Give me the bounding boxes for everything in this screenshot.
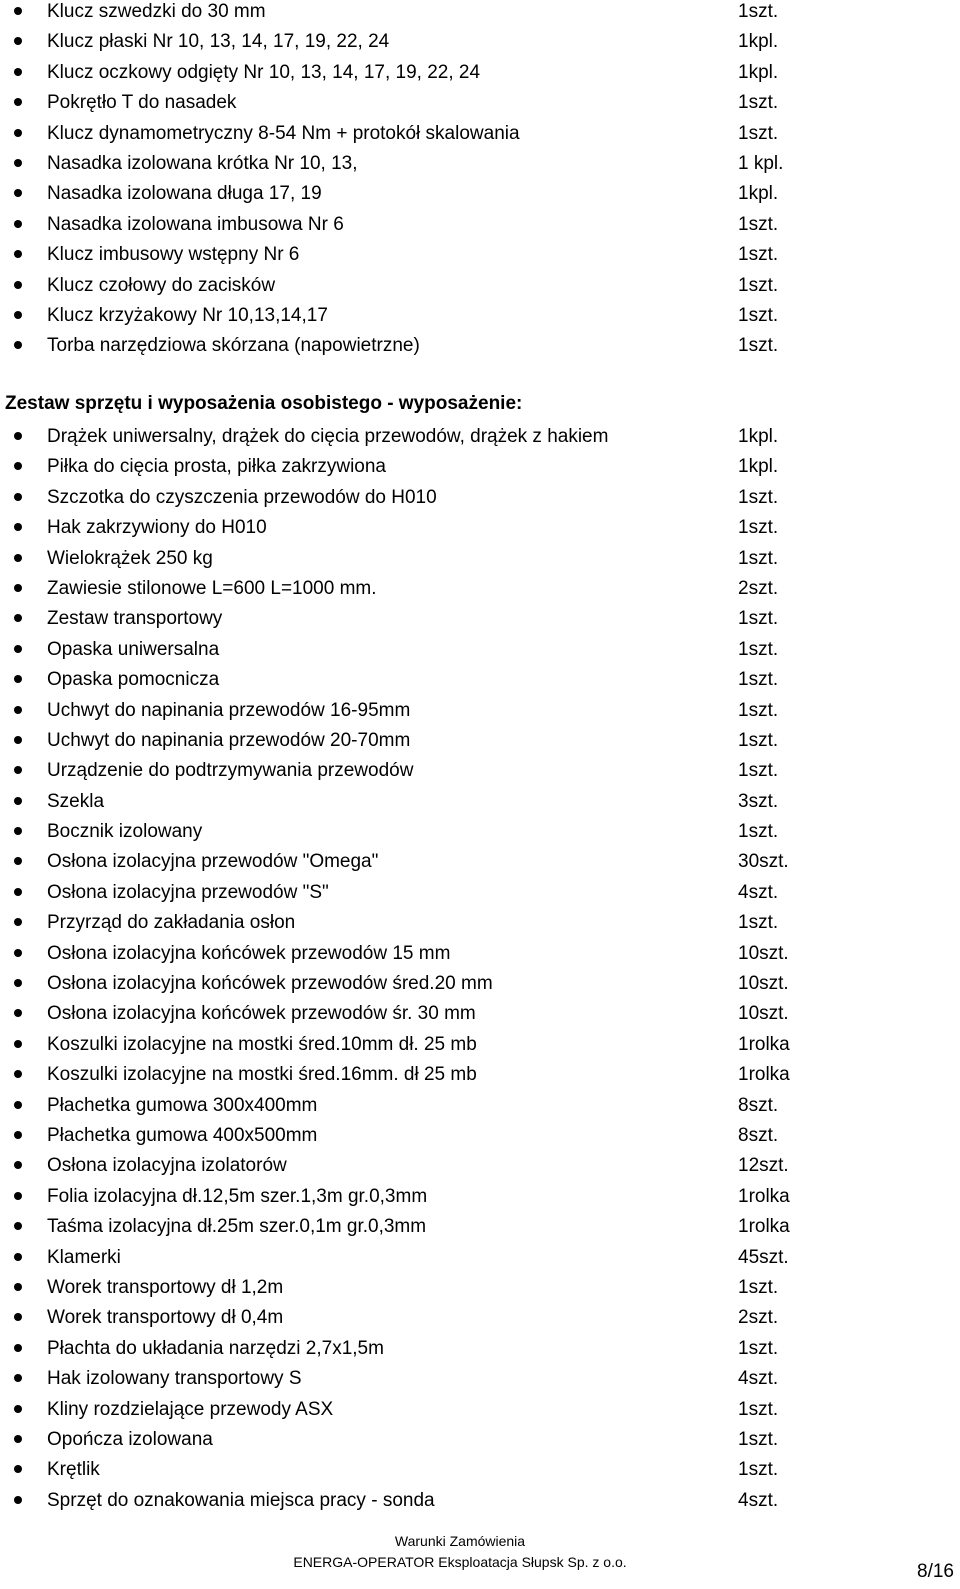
bullet-icon (14, 949, 22, 957)
item-name: Bocznik izolowany (47, 821, 203, 843)
item-quantity: 2szt. (738, 577, 779, 599)
bullet-icon (14, 1435, 22, 1443)
bullet-icon (14, 1253, 22, 1261)
list-item (0, 577, 960, 607)
page-number: 8/16 (917, 1561, 954, 1582)
item-name: Osłona izolacyjna końcówek przewodów 15 mm (47, 942, 451, 964)
bullet-icon (14, 493, 22, 501)
bullet-icon (14, 432, 22, 440)
bullet-icon (14, 189, 22, 197)
item-name: Zestaw transportowy (47, 608, 223, 630)
item-name: Opaska pomocnicza (47, 669, 220, 691)
item-name: Nasadka izolowana krótka Nr 10, 13, (47, 152, 358, 174)
list-item (0, 942, 960, 972)
bullet-icon (14, 554, 22, 562)
item-quantity: 1szt. (738, 1337, 779, 1359)
list-item (0, 638, 960, 668)
item-quantity: 1szt. (738, 304, 779, 326)
item-quantity: 1rolka (738, 1064, 790, 1086)
list-item (0, 881, 960, 911)
bullet-icon (14, 68, 22, 76)
list-item (0, 1215, 960, 1245)
tools-list (0, 0, 960, 365)
item-quantity: 8szt. (738, 1094, 779, 1116)
bullet-icon (14, 7, 22, 15)
list-item (0, 1458, 960, 1488)
item-name: Koszulki izolacyjne na mostki śred.10mm dł. 25 mb (47, 1033, 477, 1055)
item-quantity: 1szt. (738, 821, 779, 843)
bullet-icon (14, 827, 22, 835)
item-quantity: 4szt. (738, 881, 779, 903)
bullet-icon (14, 1131, 22, 1139)
list-item (0, 122, 960, 152)
list-item (0, 1246, 960, 1276)
bullet-icon (14, 1374, 22, 1382)
item-quantity: 1szt. (738, 638, 779, 660)
bullet-icon (14, 129, 22, 137)
item-quantity: 1kpl. (738, 31, 779, 53)
list-item (0, 304, 960, 334)
list-item (0, 1094, 960, 1124)
item-name: Klucz płaski Nr 10, 13, 14, 17, 19, 22, 24 (47, 31, 390, 53)
item-name: Koszulki izolacyjne na mostki śred.16mm. dł 25 mb (47, 1064, 477, 1086)
item-quantity: 10szt. (738, 973, 789, 995)
list-item (0, 1306, 960, 1336)
item-name: Szekla (47, 790, 105, 812)
item-name: Opończa izolowana (47, 1428, 213, 1450)
list-item (0, 152, 960, 182)
item-name: Taśma izolacyjna dł.25m szer.0,1m gr.0,3mm (47, 1216, 427, 1238)
list-item (0, 334, 960, 364)
bullet-icon (14, 523, 22, 531)
item-name: Hak zakrzywiony do H010 (47, 517, 267, 539)
bullet-icon (14, 1101, 22, 1109)
item-quantity: 1szt. (738, 729, 779, 751)
bullet-icon (14, 614, 22, 622)
bullet-icon (14, 1405, 22, 1413)
list-item (0, 1154, 960, 1184)
list-item (0, 1428, 960, 1458)
item-name: Pokrętło T do nasadek (47, 92, 237, 114)
list-item (0, 699, 960, 729)
list-item (0, 729, 960, 759)
bullet-icon (14, 1161, 22, 1169)
bullet-icon (14, 1496, 22, 1504)
bullet-icon (14, 1192, 22, 1200)
item-name: Hak izolowany transportowy S (47, 1368, 302, 1390)
item-name: Opaska uniwersalna (47, 638, 220, 660)
bullet-icon (14, 797, 22, 805)
item-quantity: 1rolka (738, 1033, 790, 1055)
item-name: Osłona izolacyjna końcówek przewodów śred.20 mm (47, 973, 493, 995)
bullet-icon (14, 1222, 22, 1230)
item-name: Kliny rozdzielające przewody ASX (47, 1398, 334, 1420)
list-item (0, 516, 960, 546)
item-quantity: 1rolka (738, 1185, 790, 1207)
list-item (0, 1489, 960, 1519)
bullet-icon (14, 888, 22, 896)
bullet-icon (14, 220, 22, 228)
bullet-icon (14, 311, 22, 319)
list-item (0, 1276, 960, 1306)
item-name: Urządzenie do podtrzymywania przewodów (47, 760, 414, 782)
list-item (0, 1063, 960, 1093)
bullet-icon (14, 918, 22, 926)
bullet-icon (14, 675, 22, 683)
section-heading: Zestaw sprzętu i wyposażenia osobistego - wyposażenie: (5, 393, 523, 414)
item-quantity: 10szt. (738, 1003, 789, 1025)
item-name: Nasadka izolowana długa 17, 19 (47, 183, 322, 205)
footer-title: Warunki Zamówienia (394, 1533, 526, 1549)
item-quantity: 4szt. (738, 1368, 779, 1390)
item-quantity: 45szt. (738, 1246, 789, 1268)
list-item (0, 274, 960, 304)
bullet-icon (14, 1009, 22, 1017)
item-name: Klamerki (47, 1246, 121, 1268)
list-item (0, 972, 960, 1002)
bullet-icon (14, 1313, 22, 1321)
item-quantity: 1kpl. (738, 456, 779, 478)
item-quantity: 1szt. (738, 1459, 779, 1481)
item-name: Płachta do układania narzędzi 2,7x1,5m (47, 1337, 384, 1359)
item-quantity: 1szt. (738, 486, 779, 508)
list-item (0, 0, 960, 30)
item-name: Klucz czołowy do zacisków (47, 274, 276, 296)
bullet-icon (14, 250, 22, 258)
item-name: Płachetka gumowa 300x400mm (47, 1094, 318, 1116)
item-quantity: 1kpl. (738, 426, 779, 447)
list-item (0, 486, 960, 516)
item-quantity: 2szt. (738, 1307, 779, 1329)
item-quantity: 1szt. (738, 1398, 779, 1420)
item-name: Płachetka gumowa 400x500mm (47, 1124, 318, 1146)
item-quantity: 12szt. (738, 1155, 789, 1177)
item-quantity: 1szt. (738, 517, 779, 539)
bullet-icon (14, 341, 22, 349)
list-item (0, 61, 960, 91)
list-item (0, 1002, 960, 1032)
item-name: Wielokrążek 250 kg (47, 547, 213, 569)
bullet-icon (14, 1070, 22, 1078)
item-name: Osłona izolacyjna końcówek przewodów śr. 30 mm (47, 1003, 476, 1025)
list-item (0, 759, 960, 789)
item-quantity: 1szt. (738, 1, 779, 22)
list-item (0, 243, 960, 273)
bullet-icon (14, 706, 22, 714)
bullet-icon (14, 645, 22, 653)
bullet-icon (14, 736, 22, 744)
item-quantity: 1 kpl. (738, 152, 784, 174)
item-name: Osłona izolacyjna izolatorów (47, 1155, 287, 1177)
item-quantity: 1szt. (738, 547, 779, 569)
item-name: Klucz krzyżakowy Nr 10,13,14,17 (47, 304, 328, 326)
item-quantity: 1szt. (738, 335, 779, 357)
item-name: Klucz imbusowy wstępny Nr 6 (47, 244, 300, 266)
item-quantity: 1szt. (738, 244, 779, 266)
item-quantity: 1szt. (738, 274, 779, 296)
bullet-icon (14, 98, 22, 106)
list-item (0, 850, 960, 880)
item-name: Krętlik (47, 1459, 100, 1481)
bullet-icon (14, 584, 22, 592)
list-item (0, 1367, 960, 1397)
item-quantity: 1szt. (738, 699, 779, 721)
footer-company: ENERGA-OPERATOR Eksploatacja Słupsk Sp. z o.o. (293, 1554, 627, 1570)
list-item (0, 1185, 960, 1215)
list-item (0, 455, 960, 485)
list-item (0, 820, 960, 850)
list-item (0, 1398, 960, 1428)
bullet-icon (14, 159, 22, 167)
item-name: Przyrząd do zakładania osłon (47, 912, 296, 934)
item-name: Klucz dynamometryczny 8-54 Nm + protokół skalowania (47, 122, 520, 144)
bullet-icon (14, 281, 22, 289)
list-item (0, 1124, 960, 1154)
bullet-icon (14, 1344, 22, 1352)
list-item (0, 425, 960, 455)
list-item (0, 91, 960, 121)
item-quantity: 1kpl. (738, 61, 779, 83)
bullet-icon (14, 37, 22, 45)
list-item (0, 790, 960, 820)
list-item (0, 1337, 960, 1367)
equipment-list (0, 425, 960, 1519)
item-quantity: 1szt. (738, 1276, 779, 1298)
item-name: Worek transportowy dł 0,4m (47, 1307, 284, 1329)
item-name: Piłka do cięcia prosta, piłka zakrzywiona (47, 456, 386, 478)
item-quantity: 8szt. (738, 1124, 779, 1146)
item-quantity: 4szt. (738, 1489, 779, 1511)
item-name: Torba narzędziowa skórzana (napowietrzne) (47, 335, 420, 357)
item-quantity: 1kpl. (738, 183, 779, 205)
item-name: Nasadka izolowana imbusowa Nr 6 (47, 213, 344, 235)
bullet-icon (14, 1283, 22, 1291)
item-name: Sprzęt do oznakowania miejsca pracy - sonda (47, 1489, 435, 1511)
bullet-icon (14, 1040, 22, 1048)
bullet-icon (14, 766, 22, 774)
item-name: Worek transportowy dł 1,2m (47, 1276, 284, 1298)
item-name: Osłona izolacyjna przewodów "S" (47, 881, 329, 903)
list-item (0, 911, 960, 941)
item-name: Drążek uniwersalny, drążek do cięcia przewodów, drążek z hakiem (47, 426, 609, 447)
item-quantity: 1szt. (738, 1428, 779, 1450)
item-quantity: 1szt. (738, 912, 779, 934)
page-footer (0, 1531, 920, 1573)
item-quantity: 1szt. (738, 122, 779, 144)
bullet-icon (14, 979, 22, 987)
item-name: Uchwyt do napinania przewodów 20-70mm (47, 729, 411, 751)
list-item (0, 213, 960, 243)
item-name: Klucz oczkowy odgięty Nr 10, 13, 14, 17, 19, 22, 24 (47, 61, 481, 83)
item-quantity: 1szt. (738, 213, 779, 235)
item-name: Zawiesie stilonowe L=600 L=1000 mm. (47, 577, 377, 599)
bullet-icon (14, 1465, 22, 1473)
item-name: Szczotka do czyszczenia przewodów do H010 (47, 486, 437, 508)
list-item (0, 547, 960, 577)
item-name: Osłona izolacyjna przewodów "Omega" (47, 851, 379, 873)
item-quantity: 1szt. (738, 92, 779, 114)
item-quantity: 10szt. (738, 942, 789, 964)
item-quantity: 3szt. (738, 790, 779, 812)
bullet-icon (14, 857, 22, 865)
item-quantity: 1szt. (738, 608, 779, 630)
item-quantity: 1szt. (738, 760, 779, 782)
list-item (0, 30, 960, 60)
list-item (0, 668, 960, 698)
item-quantity: 1szt. (738, 669, 779, 691)
list-item (0, 1033, 960, 1063)
item-quantity: 30szt. (738, 851, 789, 873)
list-item (0, 607, 960, 637)
item-name: Klucz szwedzki do 30 mm (47, 1, 266, 22)
item-name: Folia izolacyjna dł.12,5m szer.1,3m gr.0,3mm (47, 1185, 428, 1207)
bullet-icon (14, 462, 22, 470)
item-name: Uchwyt do napinania przewodów 16-95mm (47, 699, 411, 721)
item-quantity: 1rolka (738, 1216, 790, 1238)
list-item (0, 182, 960, 212)
